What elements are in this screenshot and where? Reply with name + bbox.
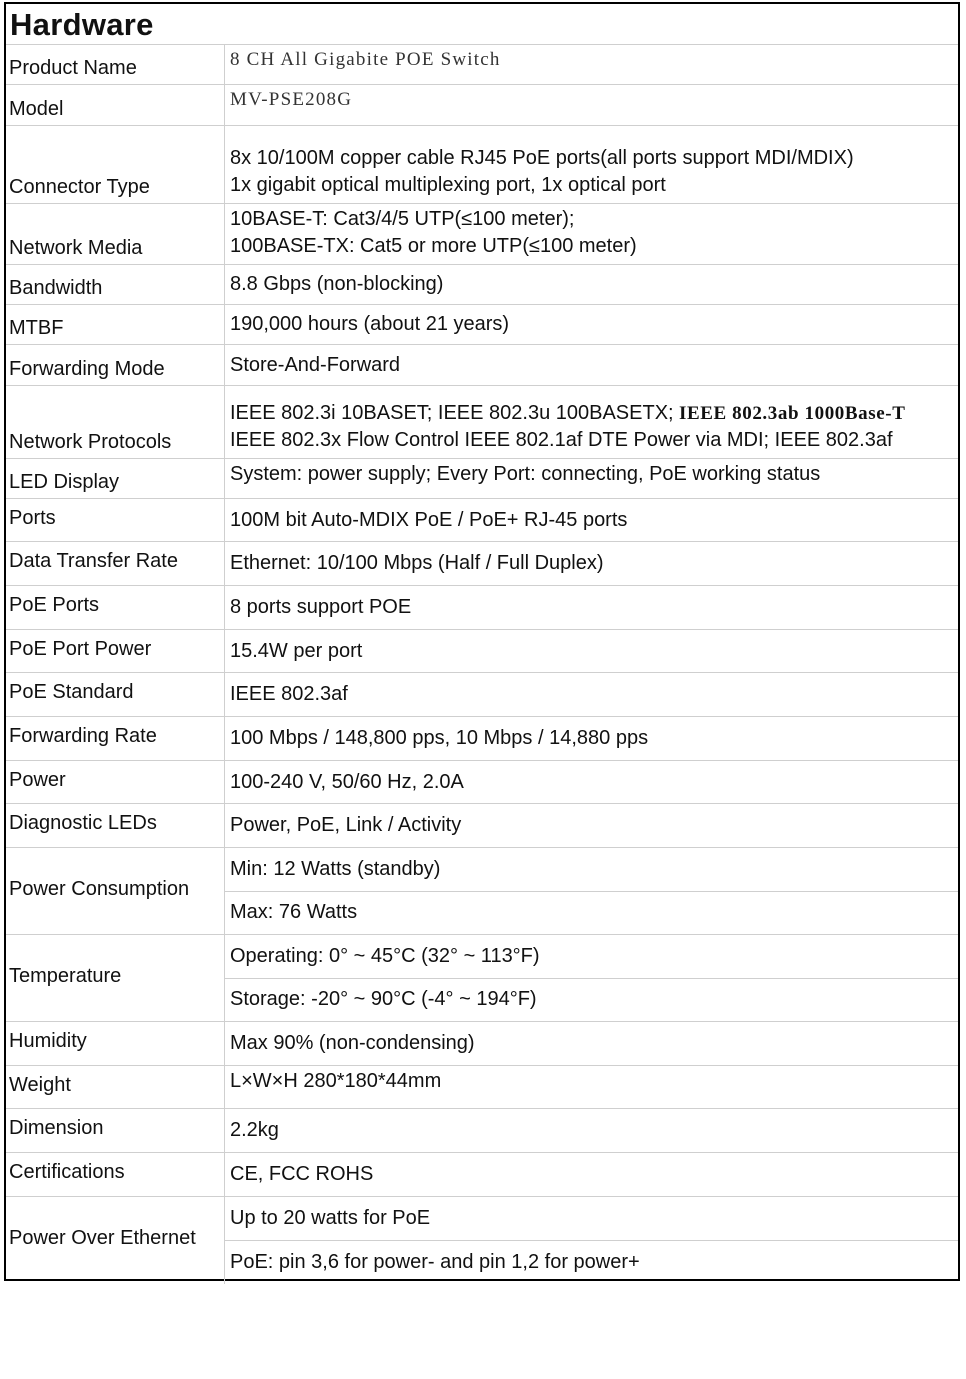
row-label: Power Over Ethernet [6, 1197, 225, 1284]
table-row-power-consumption [6, 848, 958, 935]
value-line: 10BASE-T: Cat3/4/5 UTP(≤100 meter); [230, 208, 575, 230]
row-value [225, 386, 958, 458]
table-row-certifications [6, 1153, 958, 1197]
table-row-network-protocols [6, 386, 958, 459]
row-value: 100-240 V, 50/60 Hz, 2.0A [230, 770, 464, 793]
table-row-model [6, 85, 958, 126]
row-value: CE, FCC ROHS [230, 1163, 374, 1185]
row-label: Certifications [6, 1153, 225, 1196]
row-label: Dimension [6, 1109, 225, 1152]
row-label: Network Media [6, 204, 225, 264]
row-label: Humidity [6, 1022, 225, 1065]
row-label: Forwarding Rate [6, 717, 225, 760]
value-line: IEEE 802.3x Flow Control IEEE 802.1af DTE Power via MDI; IEEE 802.3af [230, 429, 893, 451]
row-value [225, 204, 958, 264]
value-line-part: IEEE 802.3ab 1000Base-T [673, 403, 906, 424]
table-row-poe-ports [6, 586, 958, 630]
row-label: PoE Standard [6, 673, 225, 716]
row-value: MV-PSE208G [230, 89, 353, 110]
row-value: 190,000 hours (about 21 years) [230, 313, 510, 335]
row-label: Network Protocols [6, 386, 225, 458]
row-label: Diagnostic LEDs [6, 804, 225, 847]
table-row-power-over-ethernet [6, 1197, 958, 1284]
row-value: L×W×H 280*180*44mm [230, 1070, 442, 1092]
table-row-bandwidth [6, 265, 958, 305]
row-value: IEEE 802.3af [230, 683, 348, 705]
table-row-product-name [6, 45, 958, 85]
row-label: Temperature [6, 935, 225, 1021]
row-value: 100M bit Auto-MDIX PoE / PoE+ RJ-45 ports [230, 508, 628, 531]
row-value: Max 90% (non-condensing) [230, 1032, 475, 1054]
row-label: PoE Port Power [6, 630, 225, 672]
table-row-temperature [6, 935, 958, 1022]
table-row-data-transfer-rate [6, 542, 958, 586]
row-label: Power [6, 761, 225, 803]
row-label: Ports [6, 499, 225, 541]
row-label: Data Transfer Rate [6, 542, 225, 585]
row-value: Operating: 0° ~ 45°C (32° ~ 113°F) [230, 944, 540, 967]
row-label: Power Consumption [6, 848, 225, 934]
value-line: 100BASE-TX: Cat5 or more UTP(≤100 meter) [230, 235, 637, 257]
table-row-poe-standard [6, 673, 958, 717]
value-line-part: IEEE 802.3i 10BASET; IEEE 802.3u 100BASETX; [230, 402, 674, 424]
row-value: 8 ports support POE [230, 596, 412, 618]
row-value: 2.2kg [230, 1119, 279, 1141]
table-row-poe-port-power [6, 630, 958, 673]
row-value: Store-And-Forward [230, 353, 401, 376]
row-value: PoE: pin 3,6 for power- and pin 1,2 for power+ [225, 1240, 958, 1284]
table-row-ports [6, 499, 958, 542]
row-value [225, 126, 958, 203]
row-value: 15.4W per port [230, 639, 363, 662]
value-line [230, 400, 958, 427]
row-label: LED Display [6, 459, 225, 498]
table-row-forwarding-mode [6, 345, 958, 386]
row-value: Min: 12 Watts (standby) [230, 857, 441, 880]
row-label: PoE Ports [6, 586, 225, 629]
table-title: Hardware [6, 4, 958, 45]
row-value: 8.8 Gbps (non-blocking) [230, 273, 444, 295]
table-row-connector-type [6, 126, 958, 204]
table-row-network-media [6, 204, 958, 265]
table-row-mtbf [6, 305, 958, 345]
row-value: Max: 76 Watts [225, 891, 958, 935]
row-label: Product Name [6, 45, 225, 84]
row-value: 8 CH All Gigabite POE Switch [230, 49, 501, 70]
row-label: Model [6, 85, 225, 125]
row-value: System: power supply; Every Port: connecting, PoE working status [230, 463, 821, 485]
row-label: Bandwidth [6, 265, 225, 304]
row-value: Power, PoE, Link / Activity [230, 814, 462, 836]
row-label: Forwarding Mode [6, 345, 225, 385]
row-label: Connector Type [6, 126, 225, 203]
row-value: Storage: -20° ~ 90°C (-4° ~ 194°F) [225, 978, 958, 1022]
row-value: Up to 20 watts for PoE [230, 1207, 431, 1229]
row-value: Ethernet: 10/100 Mbps (Half / Full Duplex) [230, 552, 604, 574]
spec-table [4, 2, 960, 1281]
row-label: Weight [6, 1066, 225, 1108]
table-row-weight [6, 1066, 958, 1109]
value-line: 1x gigabit optical multiplexing port, 1x optical port [230, 174, 666, 196]
table-row-led-display [6, 459, 958, 499]
value-line: 8x 10/100M copper cable RJ45 PoE ports(all ports support MDI/MDIX) [230, 147, 854, 169]
table-row-diagnostic-leds [6, 804, 958, 848]
table-row-forwarding-rate [6, 717, 958, 761]
row-value: 100 Mbps / 148,800 pps, 10 Mbps / 14,880 pps [230, 727, 649, 749]
table-row-humidity [6, 1022, 958, 1066]
table-row-power [6, 761, 958, 804]
table-row-dimension [6, 1109, 958, 1153]
row-label: MTBF [6, 305, 225, 344]
